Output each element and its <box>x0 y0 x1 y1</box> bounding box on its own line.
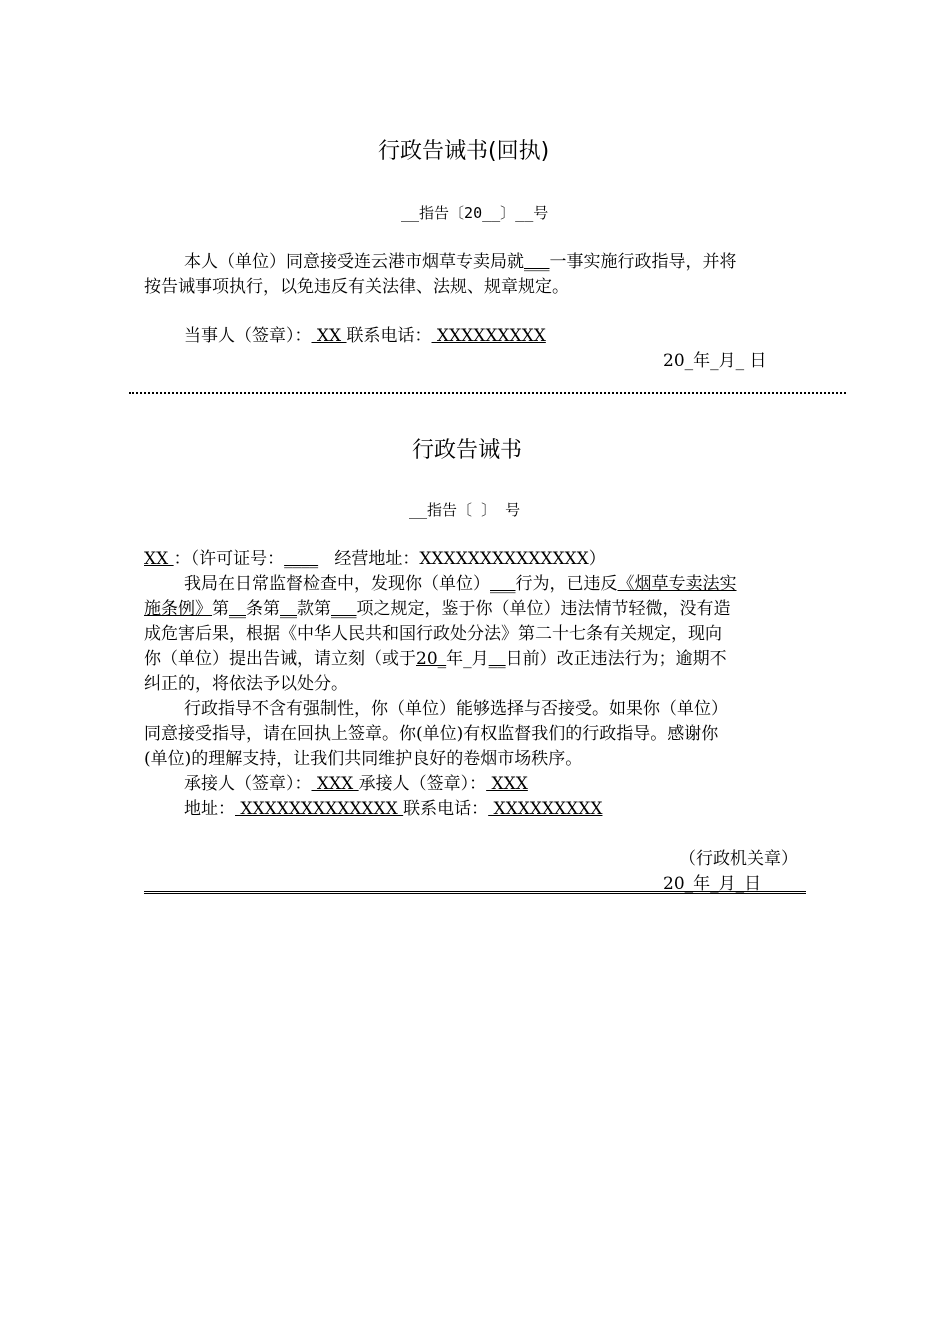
p1-text: 你（单位）提出告诫，请立刻（或于 <box>144 649 416 669</box>
agency-seal-label: （行政机关章） <box>679 849 798 869</box>
address-label: 经营地址：XXXXXXXXXXXXXX） <box>334 549 606 569</box>
receipt-title: 行政告诫书(回执) <box>378 139 550 164</box>
notice-doc-number: __指告〔 〕 号 <box>409 501 521 519</box>
deadline-day-blank: __ <box>488 649 506 669</box>
cut-line-divider <box>129 392 846 394</box>
license-label: ：（许可证号： <box>173 549 285 569</box>
phone2-value: XXXXXXXXX <box>488 799 603 819</box>
receipt-doc-number: __指告〔20__〕__号 <box>401 204 549 222</box>
party-label: 当事人（签章）： <box>184 326 312 346</box>
addressee-name: XX <box>144 549 174 569</box>
phone-label: 联系电话： <box>346 326 432 346</box>
notice-p2-line-1: 行政指导不含有强制性，你（单位）能够选择与否接受。如果你（单位） <box>184 699 728 719</box>
license-blank: ____ <box>284 549 319 569</box>
p1-text: 第 <box>212 599 229 619</box>
item-blank: ___ <box>331 599 357 619</box>
p1-text: 行为，已违反 <box>515 574 618 594</box>
party-value: XX <box>311 326 347 346</box>
address2-value: XXXXXXXXXXXXX <box>235 799 404 819</box>
p1-text: 年_月 <box>446 649 489 669</box>
receipt-body-text: 本人（单位）同意接受连云港市烟草专卖局就 <box>184 252 524 272</box>
behavior-blank: ___ <box>490 574 516 594</box>
notice-p1-line-1 <box>184 572 737 597</box>
receiver-value: XXX <box>486 774 528 794</box>
receipt-body-text: 一事实施行政指导，并将 <box>549 252 737 272</box>
bottom-double-rule <box>144 891 806 894</box>
notice-p2-line-2: 同意接受指导，请在回执上签章。你(单位)有权监督我们的行政指导。感谢你 <box>144 724 719 744</box>
deadline-year: 20_ <box>416 649 447 669</box>
phone2-label: 联系电话： <box>403 799 489 819</box>
p1-text: 款第 <box>297 599 331 619</box>
receipt-body-line-1 <box>184 250 737 275</box>
law-name: 施条例》 <box>144 599 212 619</box>
notice-p1-line-5: 纠正的，将依法予以处分。 <box>144 674 348 694</box>
notice-p1-line-4 <box>144 647 727 672</box>
phone-value: XXXXXXXXX <box>431 326 546 346</box>
notice-p1-line-3: 成危害后果，根据《中华人民共和国行政处分法》第二十七条有关规定，现向 <box>144 624 722 644</box>
p1-text: 我局在日常监督检查中，发现你（单位） <box>184 574 490 594</box>
article-blank: __ <box>229 599 246 619</box>
notice-addressee-line <box>144 547 606 572</box>
p1-text: 日前）改正违法行为；逾期不 <box>505 649 727 669</box>
notice-date: 20_年_月_日 <box>663 874 762 894</box>
p1-text: 条第 <box>246 599 280 619</box>
notice-p2-line-3: (单位)的理解支持，让我们共同维护良好的卷烟市场秩序。 <box>144 749 583 769</box>
receiver-label: 承接人（签章）： <box>358 774 487 794</box>
p1-text: 项之规定，鉴于你（单位）违法情节轻微，没有造 <box>356 599 731 619</box>
receipt-party-line <box>184 324 546 349</box>
address2-label: 地址： <box>184 799 235 819</box>
matter-blank: ___ <box>524 252 550 272</box>
notice-p1-line-2 <box>144 597 731 622</box>
receiver-value: XXX <box>311 774 359 794</box>
notice-title: 行政告诫书 <box>412 438 523 463</box>
clause-blank: __ <box>280 599 297 619</box>
notice-address-line <box>184 797 602 822</box>
law-name: 《烟草专卖法实 <box>617 574 737 594</box>
receipt-date: 20_年_月_ 日 <box>663 351 767 371</box>
receipt-body-line-2: 按告诫事项执行，以免违反有关法律、法规、规章规定。 <box>144 277 569 297</box>
notice-receiver-line <box>184 772 528 797</box>
receiver-label: 承接人（签章）： <box>184 774 312 794</box>
